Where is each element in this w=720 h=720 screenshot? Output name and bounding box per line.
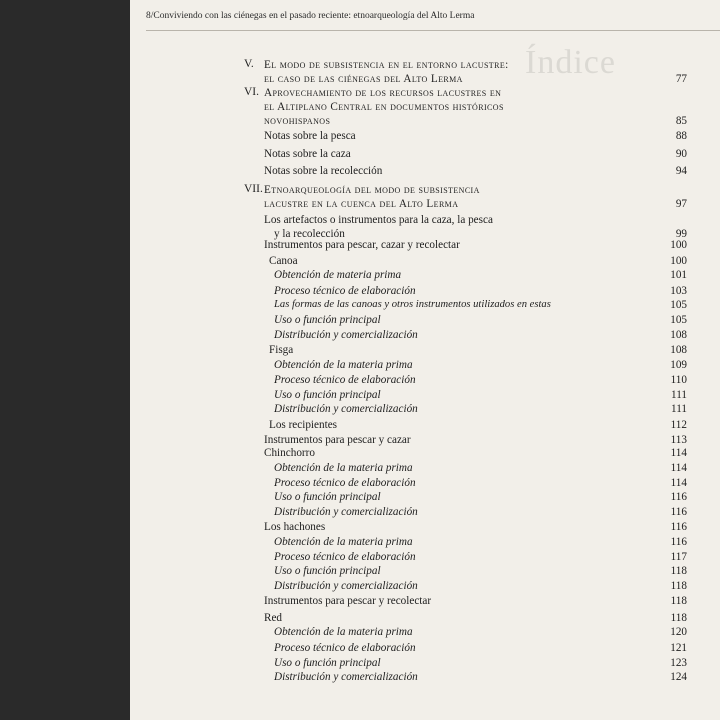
toc-subentry: Distribución y comercialización	[274, 580, 418, 592]
toc-subentry: Proceso técnico de elaboración	[274, 642, 416, 654]
toc-page-number: 113	[670, 434, 687, 446]
table-of-contents	[130, 0, 720, 720]
chapter-title-line: lacustre en la cuenca del Alto Lerma	[264, 198, 459, 210]
toc-subentry: Distribución y comercialización	[274, 506, 418, 518]
toc-subentry: Proceso técnico de elaboración	[274, 477, 416, 489]
toc-entry: Los hachones	[264, 521, 326, 533]
toc-subentry: Obtención de la materia prima	[274, 536, 413, 548]
toc-entry: Chinchorro	[264, 447, 315, 459]
toc-page-number: 121	[670, 642, 687, 654]
toc-page-number: 118	[670, 580, 687, 592]
toc-subentry: Obtención de materia prima	[274, 269, 402, 281]
chapter-title-line: Aprovechamiento de los recursos lacustres en	[264, 87, 502, 99]
chapter-page-number: 97	[675, 198, 687, 210]
toc-page-number: 103	[670, 285, 687, 297]
toc-page-number: 114	[670, 447, 687, 459]
toc-page-number: 116	[670, 506, 687, 518]
toc-page-number: 116	[670, 491, 687, 503]
toc-page-number: 123	[670, 657, 687, 669]
toc-page-number: 101	[670, 269, 687, 281]
toc-subentry: Obtención de la materia prima	[274, 359, 413, 371]
toc-entry: Los artefactos o instrumentos para la caza, la pesca	[264, 214, 493, 226]
toc-subentry: Uso o función principal	[274, 491, 381, 503]
toc-page-number: 94	[675, 165, 687, 177]
toc-page-number: 114	[670, 462, 687, 474]
chapter-numeral: VI.	[244, 86, 260, 98]
toc-subentry: Proceso técnico de elaboración	[274, 374, 416, 386]
toc-subentry: Proceso técnico de elaboración	[274, 285, 416, 297]
toc-page-number: 109	[670, 359, 687, 371]
toc-page-number: 114	[670, 477, 687, 489]
toc-subentry: Distribución y comercialización	[274, 671, 418, 683]
book-page	[130, 0, 720, 720]
toc-entry: Instrumentos para pescar y recolectar	[264, 595, 432, 607]
toc-subentry: Uso o función principal	[274, 389, 381, 401]
toc-page-number: 108	[670, 344, 687, 356]
toc-page-number: 88	[675, 130, 687, 142]
toc-page-number: 100	[670, 255, 687, 267]
toc-page-number: 118	[670, 595, 687, 607]
toc-subentry: Obtención de la materia prima	[274, 626, 413, 638]
toc-page-number: 124	[670, 671, 687, 683]
running-header: 8/Conviviendo con las ciénegas en el pasado reciente: etnoarqueología del Alto Lerma	[146, 11, 475, 21]
toc-entry: Notas sobre la caza	[264, 148, 351, 160]
toc-page-number: 111	[671, 389, 687, 401]
toc-entry: Notas sobre la pesca	[264, 130, 356, 142]
toc-page-number: 99	[675, 228, 687, 240]
toc-page-number: 112	[670, 419, 687, 431]
toc-subentry: Uso o función principal	[274, 565, 381, 577]
bleed-through-title: Índice	[525, 44, 616, 81]
toc-entry: Fisga	[269, 344, 294, 356]
toc-subentry: Uso o función principal	[274, 657, 381, 669]
chapter-title-line: novohispanos	[264, 115, 331, 127]
toc-entry: Instrumentos para pescar y cazar	[264, 434, 411, 446]
toc-page-number: 116	[670, 536, 687, 548]
toc-page-number: 118	[670, 612, 687, 624]
toc-page-number: 118	[670, 565, 687, 577]
toc-page-number: 105	[670, 299, 687, 311]
toc-page-number: 108	[670, 329, 687, 341]
toc-entry: Canoa	[269, 255, 298, 267]
chapter-title-line: El modo de subsistencia en el entorno lacustre:	[264, 59, 509, 71]
toc-subentry: Las formas de las canoas y otros instrumentos utilizados en estas	[274, 299, 551, 310]
toc-entry: Notas sobre la recolección	[264, 165, 383, 177]
chapter-page-number: 77	[675, 73, 687, 85]
chapter-title-line: el Altiplano Central en documentos históricos	[264, 101, 504, 113]
toc-page-number: 105	[670, 314, 687, 326]
toc-subentry: Distribución y comercialización	[274, 403, 418, 415]
toc-subentry: Distribución y comercialización	[274, 329, 418, 341]
chapter-title-line: Etnoarqueología del modo de subsistencia	[264, 184, 480, 196]
toc-page-number: 120	[670, 626, 687, 638]
toc-page-number: 116	[670, 521, 687, 533]
chapter-page-number: 85	[675, 115, 687, 127]
chapter-title-line: el caso de las ciénegas del Alto Lerma	[264, 73, 463, 85]
toc-subentry: Proceso técnico de elaboración	[274, 551, 416, 563]
toc-subentry: Obtención de la materia prima	[274, 462, 413, 474]
toc-page-number: 110	[670, 374, 687, 386]
toc-page-number: 111	[671, 403, 687, 415]
toc-page-number: 90	[675, 148, 687, 160]
toc-entry: Red	[264, 612, 283, 624]
toc-page-number: 117	[670, 551, 687, 563]
toc-page-number: 100	[670, 239, 687, 251]
chapter-numeral: VII.	[244, 183, 263, 195]
toc-entry-continuation: y la recolección	[274, 228, 345, 240]
toc-subentry: Uso o función principal	[274, 314, 381, 326]
toc-entry: Instrumentos para pescar, cazar y recolectar	[264, 239, 460, 251]
toc-entry: Los recipientes	[269, 419, 338, 431]
chapter-numeral: V.	[244, 58, 254, 70]
